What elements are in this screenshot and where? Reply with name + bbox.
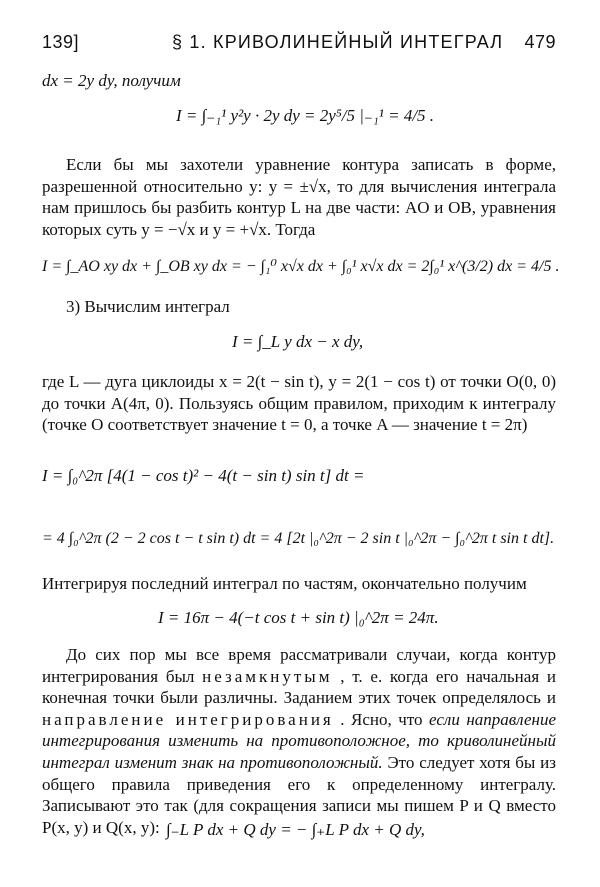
equation-6: I = 16π − 4(−t cos t + sin t) |₀^2π = 24π. <box>158 608 439 627</box>
paragraph-2: 3) Вычислим интеграл <box>66 297 230 316</box>
p5-text-c: , т. е. когда его начальная и конечная точки были различны. Заданием этих точек определялось и <box>42 666 556 708</box>
p5-text-a: До сих пор мы все время рассматривали случаи, когда контур интегрирования был <box>42 645 556 686</box>
p5-spaced-direction: направление интегрирования <box>42 709 334 729</box>
page-header <box>42 32 556 56</box>
paragraph-3: где L — дуга циклоиды x = 2(t − sin t), y = 2(1 − cos t) от точки O(0, 0) до точки A(4π, 0). Пользуясь общим правилом, приходим к интегралу (точке O соответствует значение t = 0, а точке A — значение t = 2π) <box>42 372 556 435</box>
equation-1: I = ∫₋₁¹ y²y · 2y dy = 2y⁵/5 |₋₁¹ = 4/5 . <box>176 106 435 125</box>
running-title: § 1. КРИВОЛИНЕЙНЫЙ ИНТЕГРАЛ <box>172 32 504 52</box>
p5-spaced-nonclosed: незамкнутым <box>202 666 333 686</box>
equation-3: I = ∫_L y dx − x dy, <box>232 332 364 351</box>
equation-4: I = ∫₀^2π [4(1 − cos t)² − 4(t − sin t) sin t] dt = <box>42 466 365 485</box>
page-number: 479 <box>524 32 556 52</box>
p5-text-g: Это следует хотя бы из общего правила приведения его к определенному интегралу. Записывают это так (для сокращения записи мы пишем P и Q вместо P(x, y) и Q(x, y): <box>42 752 556 837</box>
section-number: 139] <box>42 32 80 52</box>
p5-text-e: . Ясно, что <box>340 709 423 729</box>
paragraph-5 <box>42 644 556 838</box>
equation-7: ∫₋L P dx + Q dy = − ∫₊L P dx + Q dy, <box>166 820 425 839</box>
equation-2: I = ∫_AO xy dx + ∫_OB xy dx = − ∫₁⁰ x√x dx + ∫₀¹ x√x dx = 2∫₀¹ x^(3/2) dx = 4/5 . <box>42 258 560 275</box>
p5-italic-statement: если направление интегрирования изменить на противоположное, то криволинейный интеграл изменит знак на противоположный. <box>42 709 557 772</box>
equation-5: = 4 ∫₀^2π (2 − 2 cos t − t sin t) dt = 4 [2t |₀^2π − 2 sin t |₀^2π − ∫₀^2π t sin t dt]. <box>42 530 555 547</box>
paragraph-1: Если бы мы захотели уравнение контура записать в форме, разрешенной относительно y: y = ±√x, то для вычисления интеграла нам пришлось бы разбить контур L на две части: AO и OB, уравнения которых суть y = −√x и y = +√x. Тогда <box>42 155 556 239</box>
paragraph-4: Интегрируя последний интеграл по частям, окончательно получим <box>42 574 527 593</box>
text-line-1: dx = 2y dy, получим <box>42 71 181 90</box>
